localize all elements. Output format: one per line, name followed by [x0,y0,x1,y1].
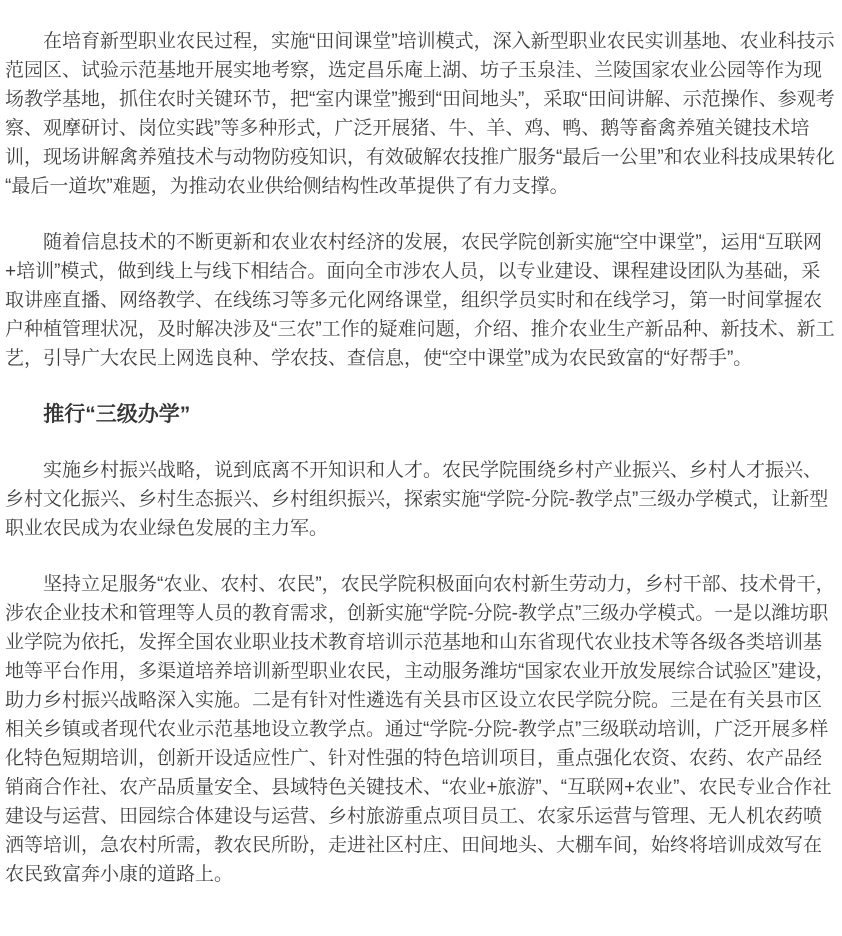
article-body [0,27,842,936]
paragraph-field-classroom: 在培育新型职业农民过程，实施“田间课堂”培训模式，深入新型职业农民实训基地、农业科技示范园区、试验示范基地开展实地考察，选定昌乐庵上湖、坊子玉泉洼、兰陵国家农业公园等作为现场教学基地，抓住农时关键环节，把“室内课堂”搬到“田间地头”，采取“田间讲解、示范操作、参观考察、观摩研讨、岗位实践”等多种形式，广泛开展猪、牛、羊、鸡、鸭、鹅等畜禽养殖关键技术培训，现场讲解禽养殖技术与动物防疫知识，有效破解农技推广服务“最后一公里”和农业科技成果转化“最后一道坎”难题，为推动农业供给侧结构性改革提供了有力支撑。 [5,31,835,197]
section-heading-three-level-schooling: 推行“三级办学” [43,403,191,426]
paragraph-three-level-model-detail: 坚持立足服务“农业、农村、农民”，农民学院积极面向农村新生劳动力，乡村干部、技术骨干，涉农企业技术和管理等人员的教育需求，创新实施“学院-分院-教学点”三级办学模式。一是以潍坊职业学院为依托，发挥全国农业职业技术教育培训示范基地和山东省现代农业技术等各级各类培训基地等平台作用，多渠道培养培训新型职业农民，主动服务潍坊“国家农业开放发展综合试验区”建设，助力乡村振兴战略深入实施。二是有针对性遴选有关县市区设立农民学院分院。三是在有关县市区相关乡镇或者现代农业示范基地设立教学点。通过“学院-分院-教学点”三级联动培训，广泛开展多样化特色短期培训，创新开设适应性广、针对性强的特色培训项目，重点强化农资、农药、农产品经销商合作社、农产品质量安全、县域特色关键技术、“农业+旅游”、“互联网+农业”、农民专业合作社建设与运营、田园综合体建设与运营、乡村旅游重点项目员工、农家乐运营与管理、无人机农药喷洒等培训，急农村所需，教农民所盼，走进社区村庄、田间地头、大棚车间，始终将培训成效写在农民致富奔小康的道路上。 [5,574,835,885]
paragraph-rural-revitalization: 实施乡村振兴战略，说到底离不开知识和人才。农民学院围绕乡村产业振兴、乡村人才振兴、乡村文化振兴、乡村生态振兴、乡村组织振兴，探索实施“学院-分院-教学点”三级办学模式，让新型职业农民成为农业绿色发展的主力军。 [5,460,829,539]
paragraph-air-classroom: 随着信息技术的不断更新和农业农村经济的发展，农民学院创新实施“空中课堂”，运用“互联网+培训”模式，做到线上与线下相结合。面向全市涉农人员，以专业建设、课程建设团队为基础，采取讲座直播、网络教学、在线练习等多元化网络课堂，组织学员实时和在线学习，第一时间掌握农户种植管理状况，及时解决涉及“三农”工作的疑难问题，介绍、推介农业生产新品种、新技术、新工艺，引导广大农民上网选良种、学农技、查信息，使“空中课堂”成为农民致富的“好帮手”。 [5,232,835,369]
